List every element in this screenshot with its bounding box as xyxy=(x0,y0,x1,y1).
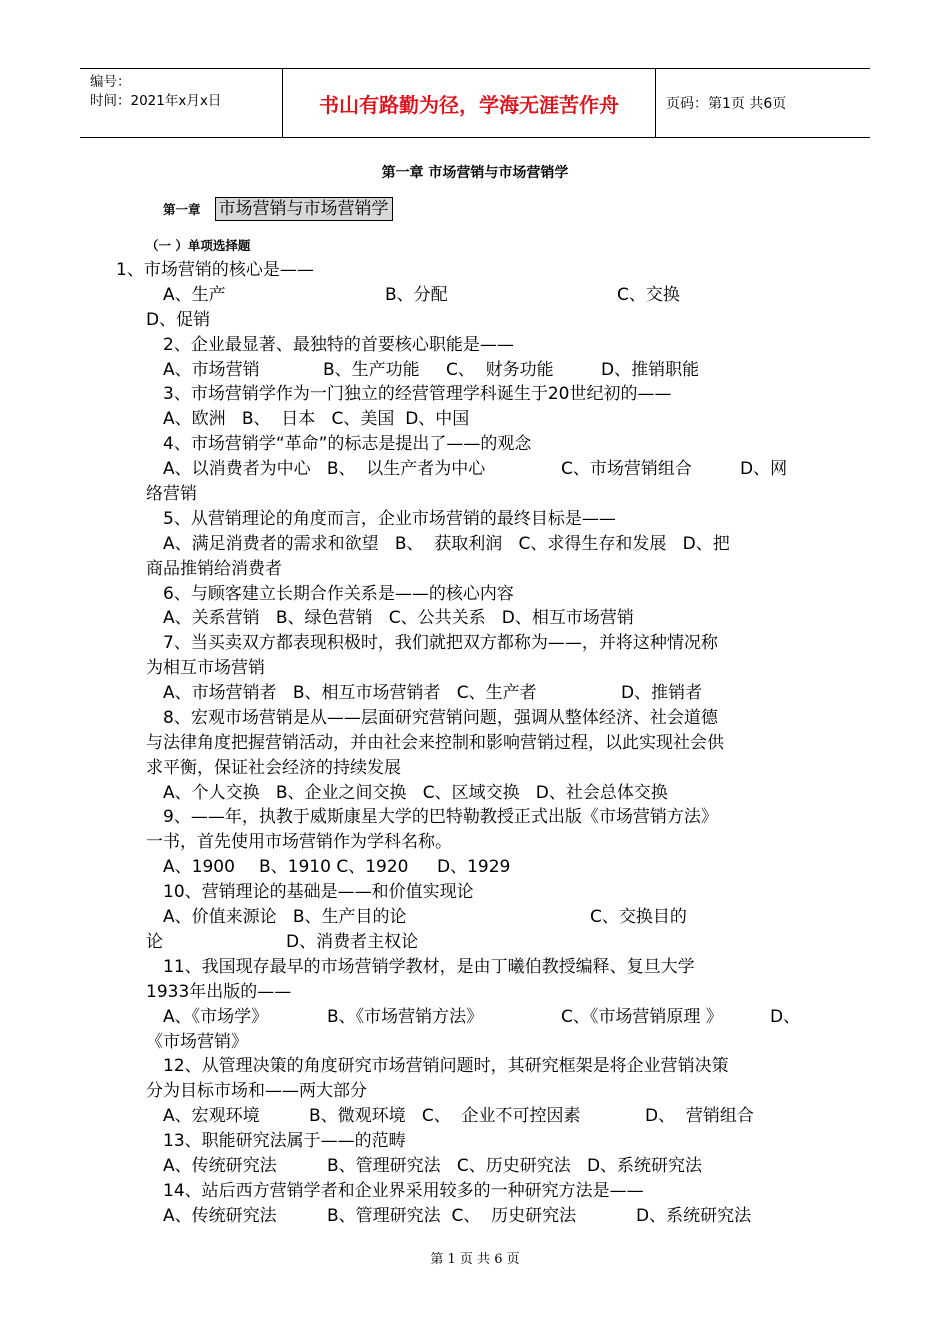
answer-option: C、市场营销组合 xyxy=(561,459,692,479)
question-line: 14、站后西方营销学者和企业界采用较多的一种研究方法是—— xyxy=(163,1181,644,1201)
answer-options: A、满足消费者的需求和欲望 B、 获取利润 C、求得生存和发展 D、把 xyxy=(163,534,730,554)
question-line: 6、与顾客建立长期合作关系是——的核心内容 xyxy=(163,584,514,604)
answer-option: B、《市场营销方法》 xyxy=(327,1007,484,1027)
answer-option: A、市场营销 xyxy=(163,360,260,380)
chapter-label: 第一章 xyxy=(163,202,201,217)
answer-option: C、 财务功能 xyxy=(446,360,554,380)
answer-option: D、推销者 xyxy=(621,683,703,703)
answer-options: A、以消费者为中心 B、 以生产者为中心 xyxy=(163,459,486,479)
answer-option-continued: 络营销 xyxy=(146,484,197,504)
page-footer: 第 1 页 共 6 页 xyxy=(430,1252,520,1267)
answer-option: A、《市场学》 xyxy=(163,1007,269,1027)
answer-option: D、促销 xyxy=(146,310,211,330)
question-line: 1、市场营销的核心是—— xyxy=(116,260,314,280)
question-line: 4、市场营销学“革命”的标志是提出了——的观念 xyxy=(163,434,532,454)
question-line: 8、宏观市场营销是从——层面研究营销问题，强调从整体经济、社会道德 xyxy=(163,708,718,728)
question-line-continued: 为相互市场营销 xyxy=(146,658,265,678)
question-line: 10、营销理论的基础是——和价值实现论 xyxy=(163,882,474,902)
answer-option: A、宏观环境 xyxy=(163,1106,260,1126)
answer-option: D、消费者主权论 xyxy=(286,932,419,952)
question-line: 12、从管理决策的角度研究市场营销问题时，其研究框架是将企业营销决策 xyxy=(163,1056,729,1076)
question-line-continued: 求平衡，保证社会经济的持续发展 xyxy=(146,758,401,778)
answer-options: B、微观环境 C、 企业不可控因素 xyxy=(309,1106,581,1126)
answer-options: A、市场营销者 B、相互市场营销者 C、生产者 xyxy=(163,683,537,703)
answer-options: B、管理研究法 C、历史研究法 D、系统研究法 xyxy=(327,1156,703,1176)
answer-options: A、关系营销 B、绿色营销 C、公共关系 D、相互市场营销 xyxy=(163,608,634,628)
document-number: 编号： xyxy=(90,74,131,90)
answer-option: A、生产 xyxy=(163,285,226,305)
answer-option-continued: 论 xyxy=(146,932,163,952)
question-line: 13、职能研究法属于——的范畴 xyxy=(163,1131,406,1151)
question-line-continued: 与法律角度把握营销活动，并由社会来控制和影响营销过程，以此实现社会供 xyxy=(146,733,724,753)
section-heading: （一 ）单项选择题 xyxy=(146,238,251,253)
answer-options: A、欧洲 B、 日本 C、美国 D、中国 xyxy=(163,409,470,429)
chapter-heading xyxy=(163,197,393,221)
answer-option: C、交换 xyxy=(617,285,680,305)
answer-option: C、交换目的 xyxy=(590,907,687,927)
answer-option: B、生产功能 xyxy=(323,360,420,380)
answer-options: A、价值来源论 B、生产目的论 xyxy=(163,907,407,927)
answer-option: D、1929 xyxy=(437,857,511,877)
question-line: 5、从营销理论的角度而言，企业市场营销的最终目标是—— xyxy=(163,509,616,529)
question-line: 3、市场营销学作为一门独立的经营管理学科诞生于20世纪初的—— xyxy=(163,384,672,404)
answer-option-continued: 商品推销给消费者 xyxy=(146,559,282,579)
document-date: 时间：2021年x月x日 xyxy=(90,93,222,109)
header-meta xyxy=(80,69,283,137)
answer-option: A、传统研究法 xyxy=(163,1156,277,1176)
answer-option: A、传统研究法 xyxy=(163,1206,277,1226)
answer-option: D、系统研究法 xyxy=(636,1206,752,1226)
page-header xyxy=(80,68,870,138)
question-line: 9、——年，执教于威斯康星大学的巴特勒教授正式出版《市场营销方法》 xyxy=(163,807,718,827)
question-line: 11、我国现存最早的市场营销学教材，是由丁曦伯教授编释、复旦大学 xyxy=(163,957,695,977)
answer-option: D、 营销组合 xyxy=(645,1106,754,1126)
question-line-continued: 一书，首先使用市场营销作为学科名称。 xyxy=(146,832,452,852)
answer-option: C、《市场营销原理 》 xyxy=(561,1007,723,1027)
header-motto: 书山有路勤为径，学海无涯苦作舟 xyxy=(283,69,656,137)
question-line: 2、企业最显著、最独特的首要核心职能是—— xyxy=(163,335,514,355)
question-line-continued: 1933年出版的—— xyxy=(146,982,292,1002)
answer-options: B、1910 C、1920 xyxy=(259,857,409,877)
answer-options: A、个人交换 B、企业之间交换 C、区域交换 D、社会总体交换 xyxy=(163,783,668,803)
answer-option: A、1900 xyxy=(163,857,235,877)
header-page-code: 页码：第1页 共6页 xyxy=(666,96,787,112)
answer-option: D、网 xyxy=(740,459,788,479)
question-line-continued: 分为目标市场和——两大部分 xyxy=(146,1081,367,1101)
question-line: 7、当买卖双方都表现积极时，我们就把双方都称为——，并将这种情况称 xyxy=(163,633,718,653)
answer-options: B、管理研究法 C、 历史研究法 xyxy=(327,1206,577,1226)
answer-option-continued: 《市场营销》 xyxy=(146,1032,248,1052)
answer-option: D、 xyxy=(770,1007,801,1027)
answer-option: B、分配 xyxy=(385,285,448,305)
chapter-title-box: 市场营销与市场营销学 xyxy=(215,197,393,221)
answer-option: D、推销职能 xyxy=(601,360,700,380)
document-title: 第一章 市场营销与市场营销学 xyxy=(381,165,569,181)
